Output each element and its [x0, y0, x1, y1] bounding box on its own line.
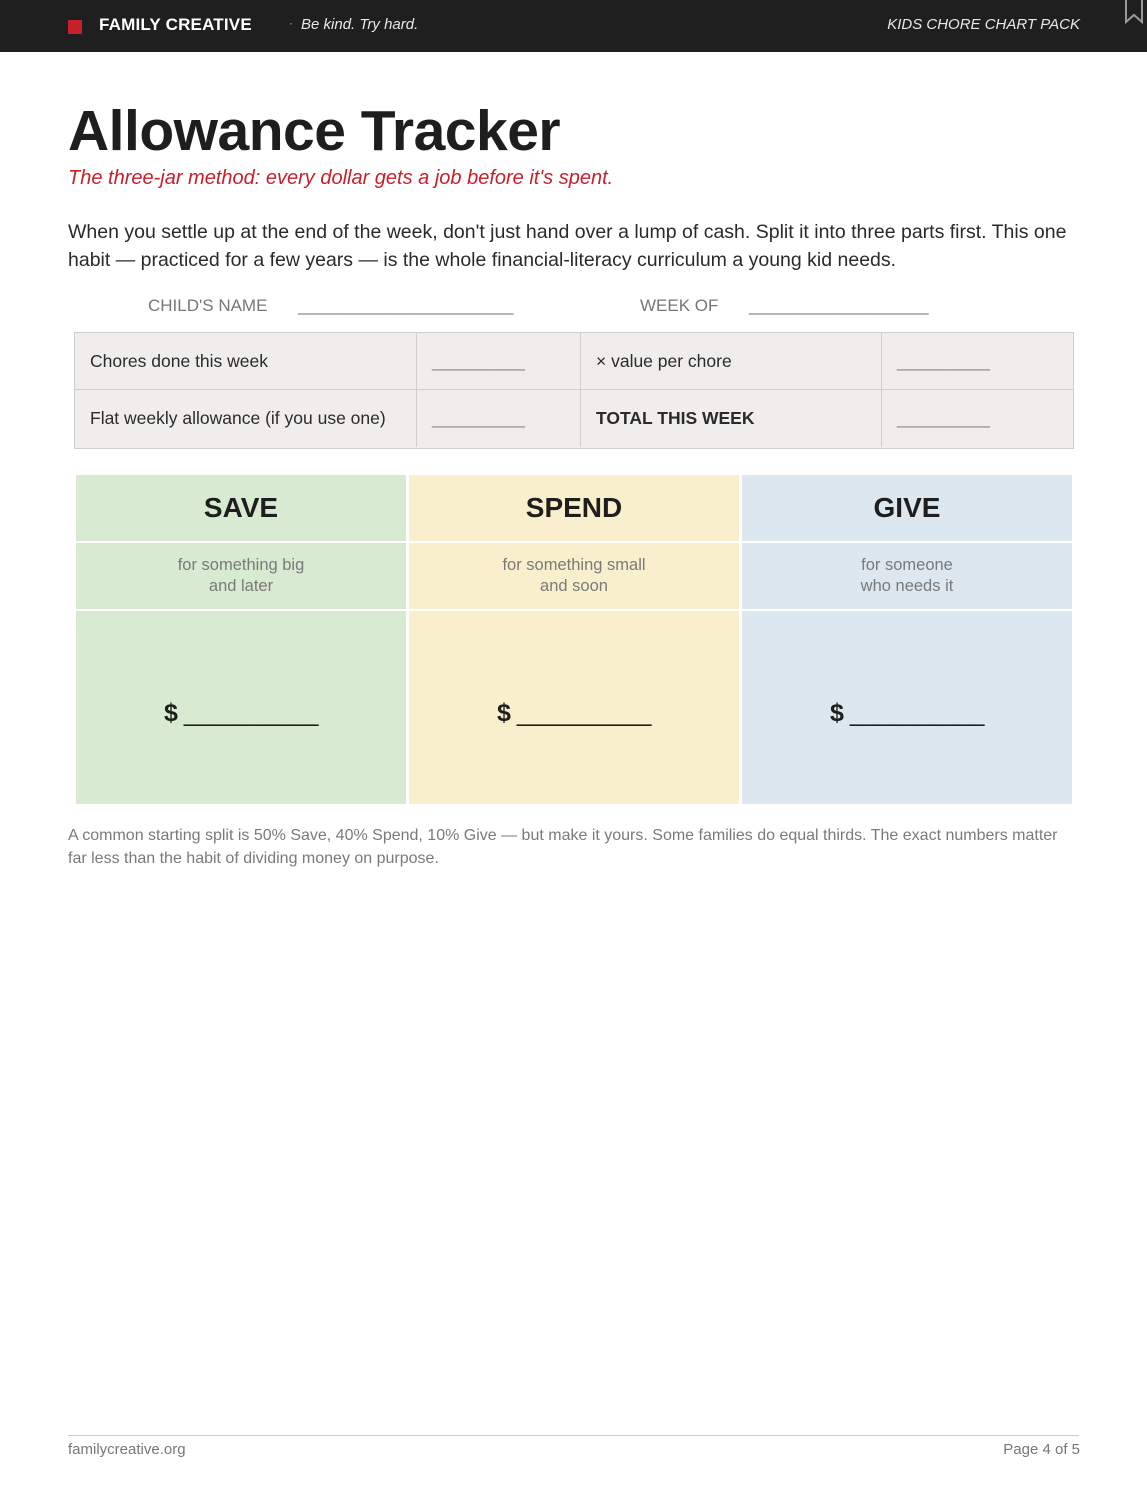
- give-jar-amount: [742, 611, 1072, 804]
- save-jar-description: [76, 543, 406, 611]
- tagline: Be kind. Try hard.: [301, 16, 419, 33]
- week-of-label: WEEK OF: [640, 296, 719, 315]
- save-jar: [76, 475, 406, 804]
- page-subtitle: The three-jar method: every dollar gets a job before it's spent.: [68, 167, 614, 189]
- spend-jar: [409, 475, 739, 804]
- save-jar-desc-line1: for something big: [177, 556, 305, 574]
- chores-done-label: Chores done this week: [75, 333, 417, 389]
- give-jar-desc-line2: who needs it: [860, 577, 954, 595]
- give-amount-field[interactable]: __________: [849, 699, 984, 727]
- allowance-calc-table: [74, 332, 1074, 449]
- footer-site[interactable]: familycreative.org: [68, 1441, 186, 1458]
- brand-name: FAMILY CREATIVE: [99, 15, 252, 34]
- footer-page-number: Page 4 of 5: [1003, 1441, 1080, 1458]
- split-note: A common starting split is 50% Save, 40% Spend, 10% Give — but make it yours. Some families do equal thirds. The exact numbers matter far less than the habit of dividing money on purpose.: [68, 827, 1058, 867]
- spend-amount-field[interactable]: __________: [516, 699, 651, 727]
- save-jar-title: SAVE: [76, 475, 406, 543]
- save-jar-amount: [76, 611, 406, 804]
- child-name-field[interactable]: ________________________: [298, 296, 513, 315]
- bookmark-icon[interactable]: [1123, 0, 1145, 24]
- spend-currency-symbol: $: [497, 699, 511, 727]
- page-title: Allowance Tracker: [68, 99, 561, 163]
- child-name-label: CHILD'S NAME: [148, 296, 268, 315]
- intro-paragraph: When you settle up at the end of the week, don't just hand over a lump of cash. Split it into three parts first. This one habit — practiced for a few years — is the whole financial-literacy curriculum a young kid needs.: [68, 221, 1067, 271]
- chores-done-field[interactable]: __________: [417, 333, 581, 389]
- give-currency-symbol: $: [830, 699, 844, 727]
- value-per-chore-label: × value per chore: [581, 333, 882, 389]
- tagline-separator: ·: [289, 16, 293, 30]
- give-jar-description: [742, 543, 1072, 611]
- three-jar-grid: [76, 475, 1072, 804]
- brand-square-icon: [68, 20, 82, 34]
- give-jar-title: GIVE: [742, 475, 1072, 543]
- give-jar-desc-line1: for someone: [861, 556, 953, 574]
- total-this-week-field[interactable]: __________: [897, 408, 990, 428]
- flat-allowance-label: Flat weekly allowance (if you use one): [75, 390, 417, 447]
- spend-jar-description: [409, 543, 739, 611]
- pack-title: KIDS CHORE CHART PACK: [887, 16, 1080, 33]
- footer-divider: [68, 1435, 1079, 1436]
- save-currency-symbol: $: [164, 699, 178, 727]
- spend-jar-title: SPEND: [409, 475, 739, 543]
- table-row: [75, 390, 1073, 447]
- save-amount-field[interactable]: __________: [183, 699, 318, 727]
- table-row: [75, 333, 1073, 390]
- total-this-week-label: TOTAL THIS WEEK: [581, 390, 882, 447]
- save-jar-desc-line2: and later: [208, 577, 274, 595]
- flat-allowance-field[interactable]: __________: [417, 390, 581, 447]
- give-jar: [742, 475, 1072, 804]
- value-per-chore-field[interactable]: __________: [897, 350, 990, 371]
- spend-jar-desc-line1: for something small: [502, 556, 646, 574]
- spend-jar-amount: [409, 611, 739, 804]
- top-header-bar: [0, 0, 1147, 52]
- spend-jar-desc-line2: and soon: [540, 577, 608, 595]
- week-of-field[interactable]: ____________________: [749, 296, 929, 315]
